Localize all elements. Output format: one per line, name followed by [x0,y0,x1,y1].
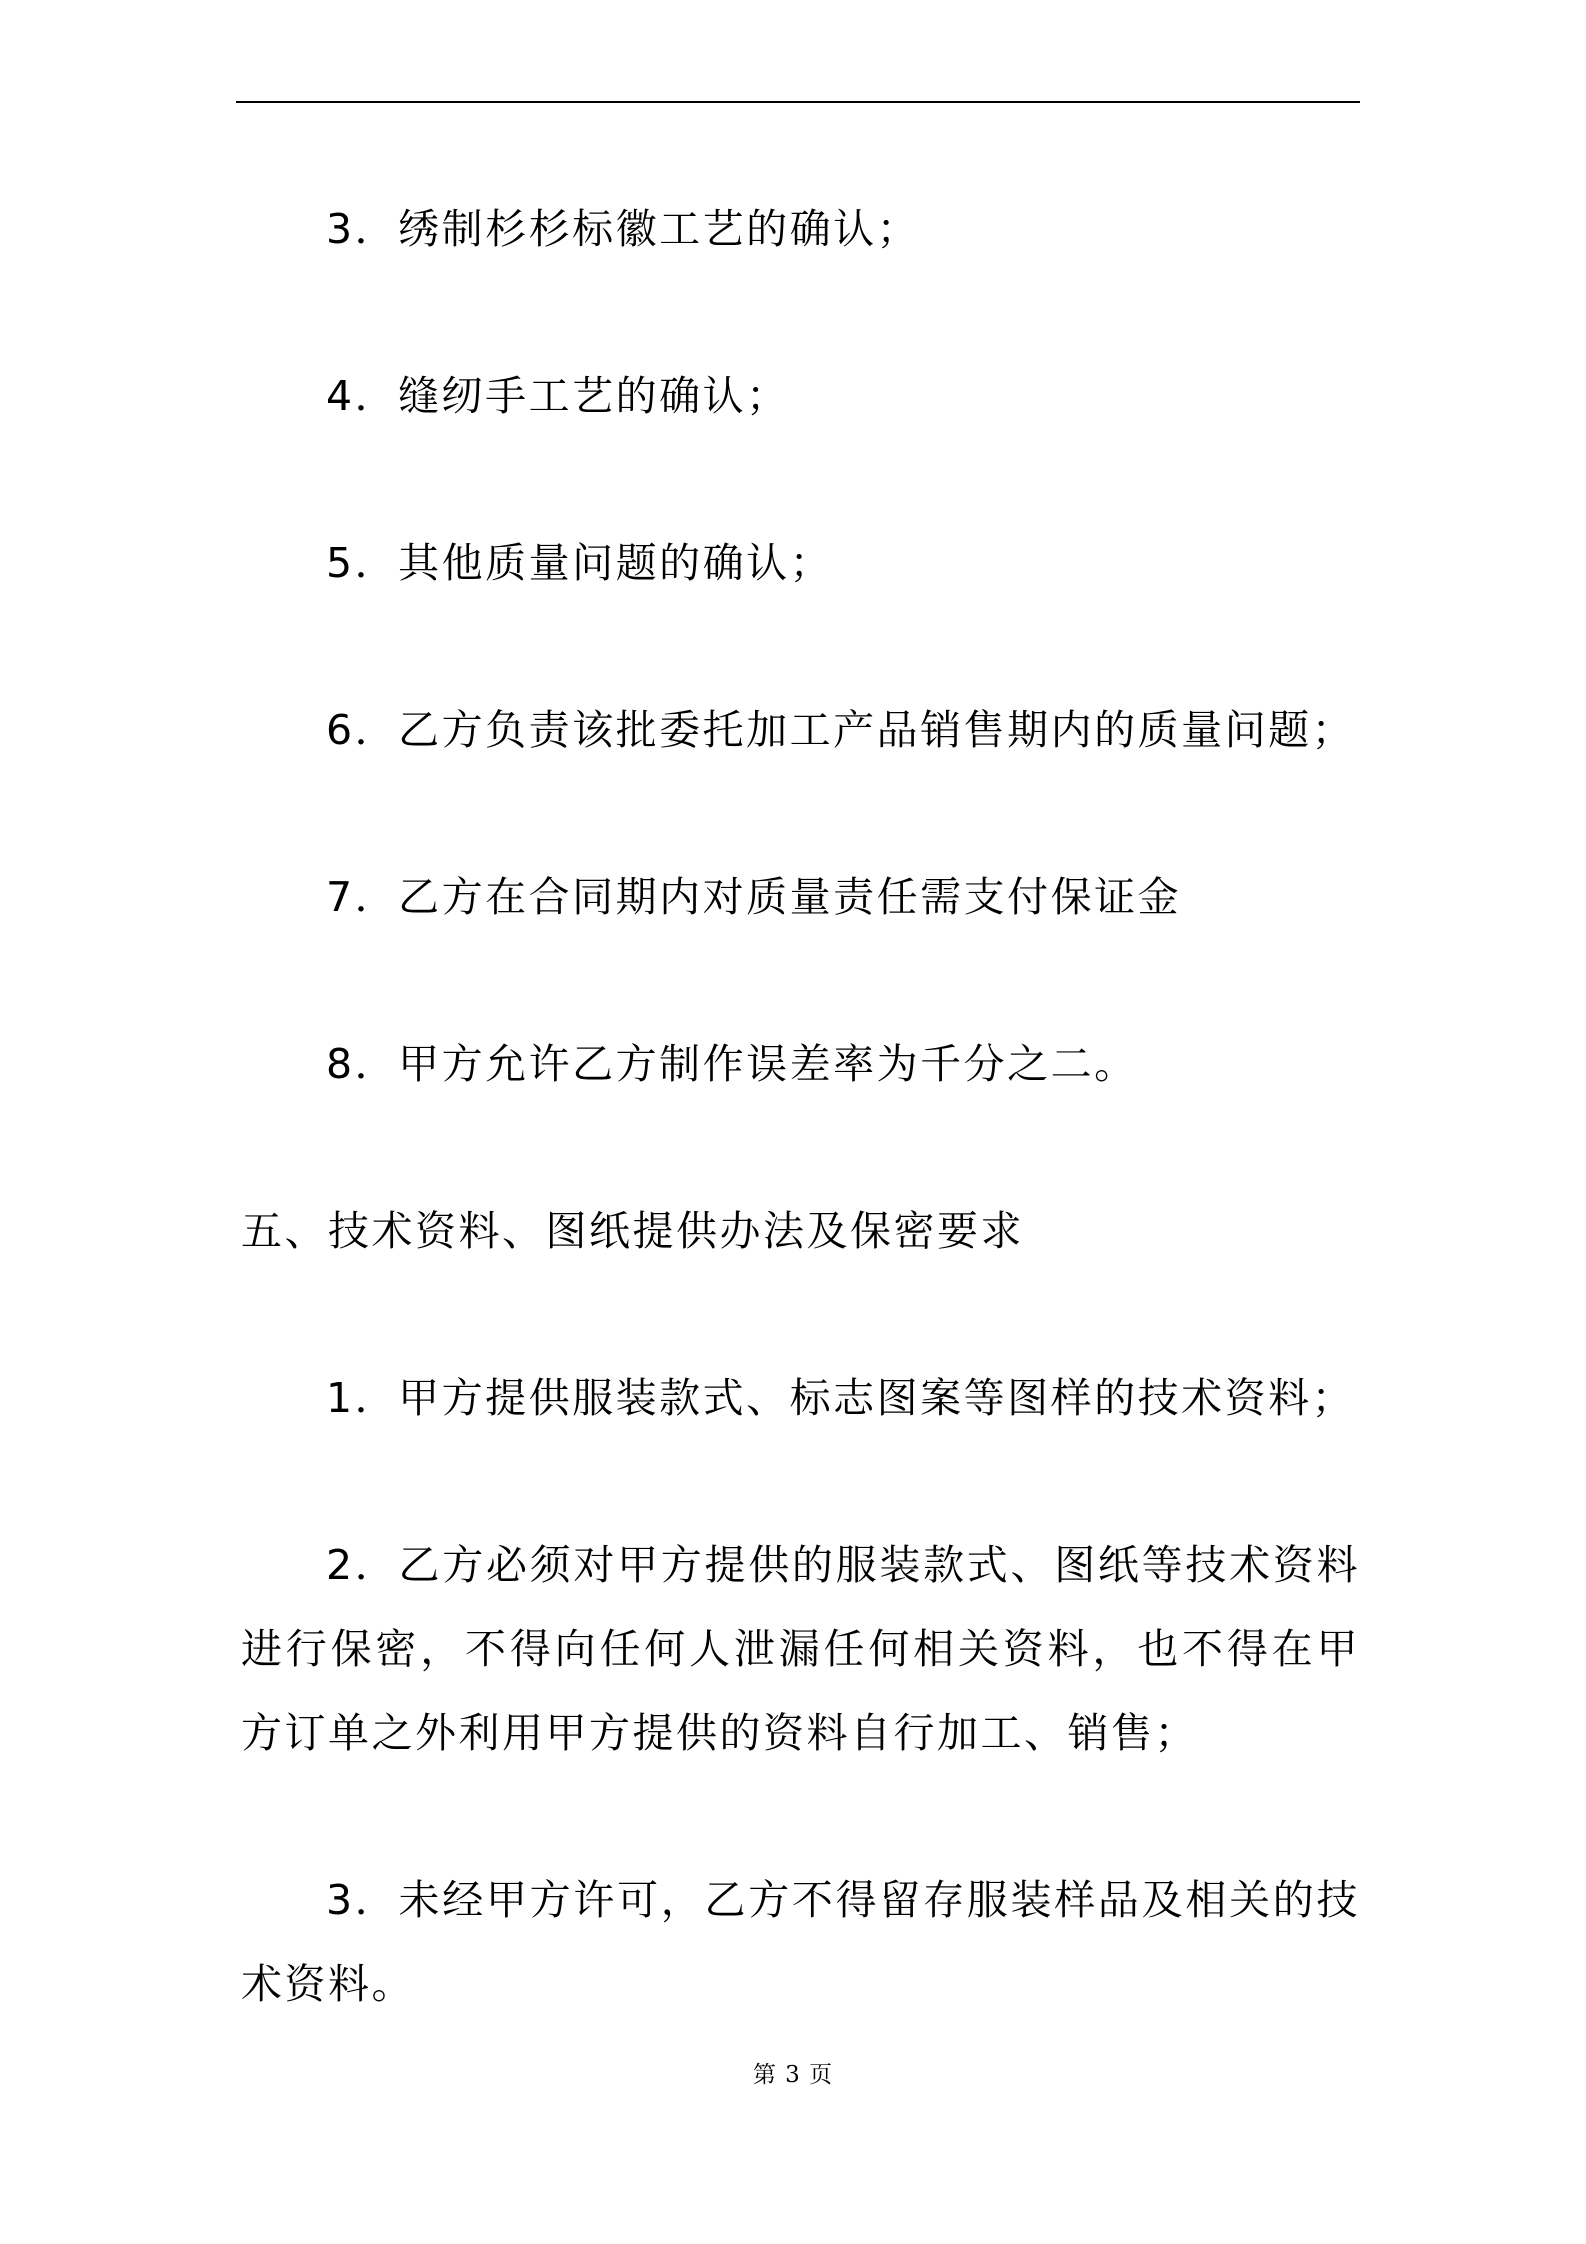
tech-clause-2: 2．乙方必须对甲方提供的服装款式、图纸等技术资料进行保密，不得向任何人泄漏任何相关资料，也不得在甲方订单之外利用甲方提供的资料自行加工、销售； [241,1541,1360,1757]
clause-5-other-quality: 5．其他质量问题的确认； [326,539,834,587]
clause-6-sales-quality: 6．乙方负责该批委托加工产品销售期内的质量问题； [326,706,1356,754]
clause-3-embroidery: 3．绣制杉杉标徽工艺的确认； [326,205,921,253]
section-5-heading: 五、技术资料、图纸提供办法及保密要求 [241,1207,1024,1255]
clause-4-sewing: 4．缝纫手工艺的确认； [326,372,790,420]
page-number: 第 3 页 [752,2062,834,2088]
tech-clause-1: 1．甲方提供服装款式、标志图案等图样的技术资料； [326,1374,1356,1422]
clause-8-error-rate: 8．甲方允许乙方制作误差率为千分之二。 [326,1040,1138,1088]
tech-clause-3: 3．未经甲方许可，乙方不得留存服装样品及相关的技术资料。 [241,1876,1360,2008]
clause-7-deposit: 7．乙方在合同期内对质量责任需支付保证金 [326,873,1182,921]
header-rule [236,101,1360,103]
